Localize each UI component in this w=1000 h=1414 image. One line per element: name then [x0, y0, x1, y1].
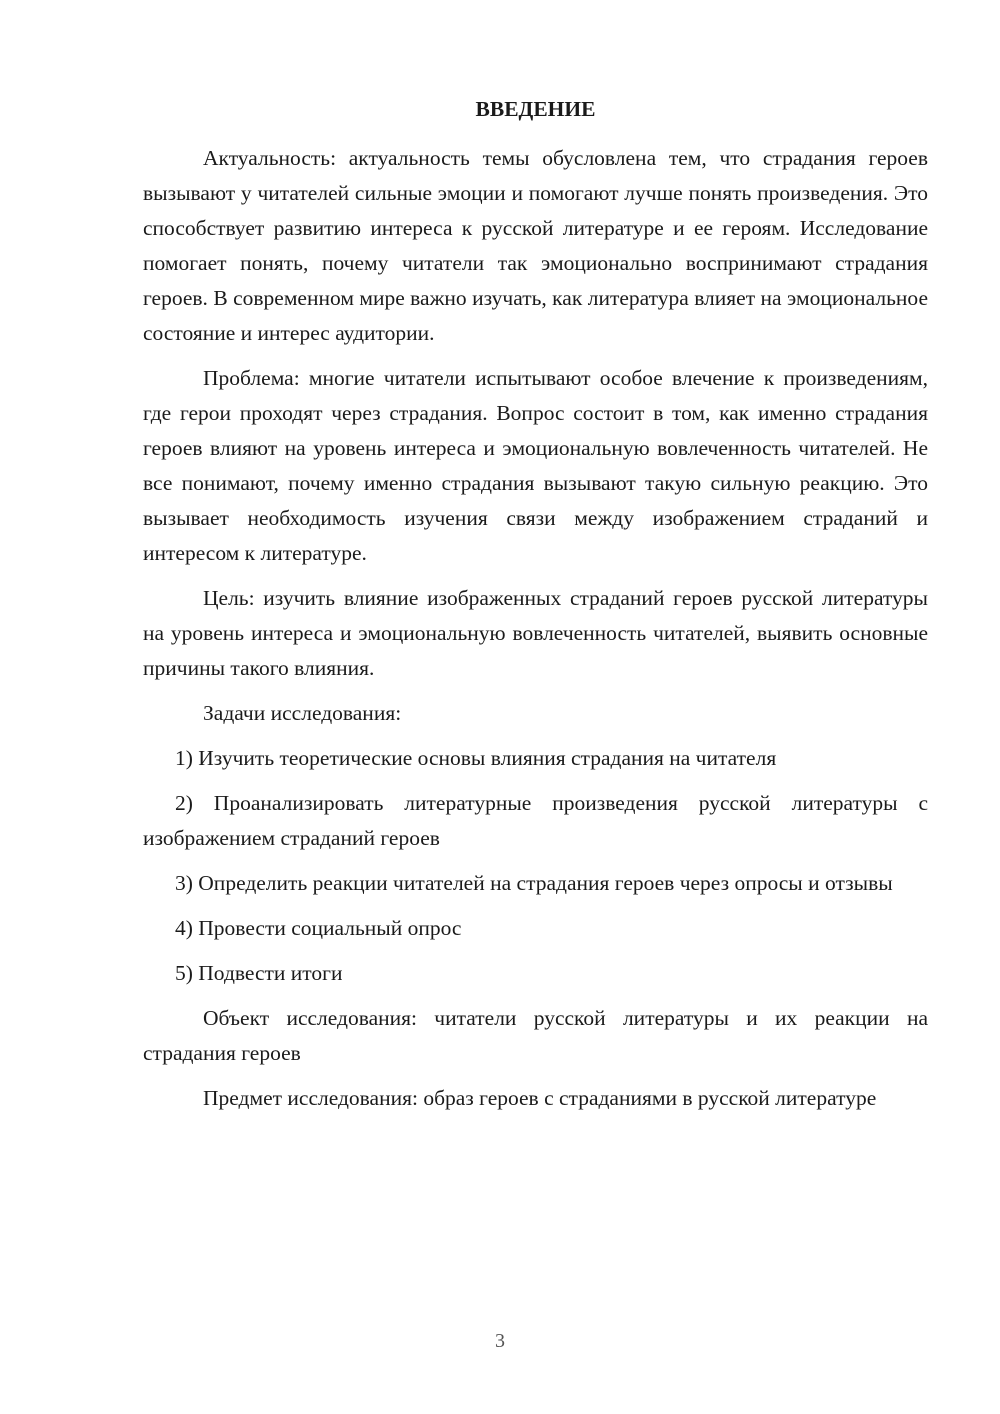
task-item-3: 3) Определить реакции читателей на страдания героев через опросы и отзывы	[175, 871, 893, 895]
relevance-paragraph: Актуальность: актуальность темы обусловлена тем, что страдания героев вызывают у читателей сильные эмоции и помогают лучше понять произведения. Это способствует развитию интереса к русской литературе и ее героям. Исследование помогает понять, почему читатели так эмоционально воспринимают страдания героев. В современном мире важно изучать, как литература влияет на эмоциональное состояние и интерес аудитории.	[143, 146, 928, 345]
goal-paragraph: Цель: изучить влияние изображенных страданий героев русской литературы на уровень интереса и эмоциональную вовлеченность читателей, выявить основные причины такого влияния.	[143, 586, 928, 680]
problem-paragraph: Проблема: многие читатели испытывают особое влечение к произведениям, где герои проходят через страдания. Вопрос состоит в том, как именно страдания героев влияют на уровень интереса и эмоциональную вовлеченность читателей. Не все понимают, почему именно страдания вызывают такую сильную реакцию. Это вызывает необходимость изучения связи между изображением страданий и интересом к литературе.	[143, 366, 928, 565]
document-page	[143, 92, 928, 1126]
task-item-5: 5) Подвести итоги	[175, 961, 343, 985]
page-title: ВВЕДЕНИЕ	[475, 97, 596, 121]
object-paragraph: Объект исследования: читатели русской литературы и их реакции на страдания героев	[143, 1006, 928, 1065]
page-number: 3	[495, 1330, 505, 1352]
task-item-1: 1) Изучить теоретические основы влияния страдания на читателя	[175, 746, 777, 770]
task-item-2: 2) Проанализировать литературные произведения русской литературы с изображением страданий героев	[143, 791, 928, 850]
subject-paragraph: Предмет исследования: образ героев с страданиями в русской литературе	[203, 1086, 877, 1110]
tasks-heading: Задачи исследования:	[203, 701, 402, 725]
task-item-4: 4) Провести социальный опрос	[175, 916, 462, 940]
